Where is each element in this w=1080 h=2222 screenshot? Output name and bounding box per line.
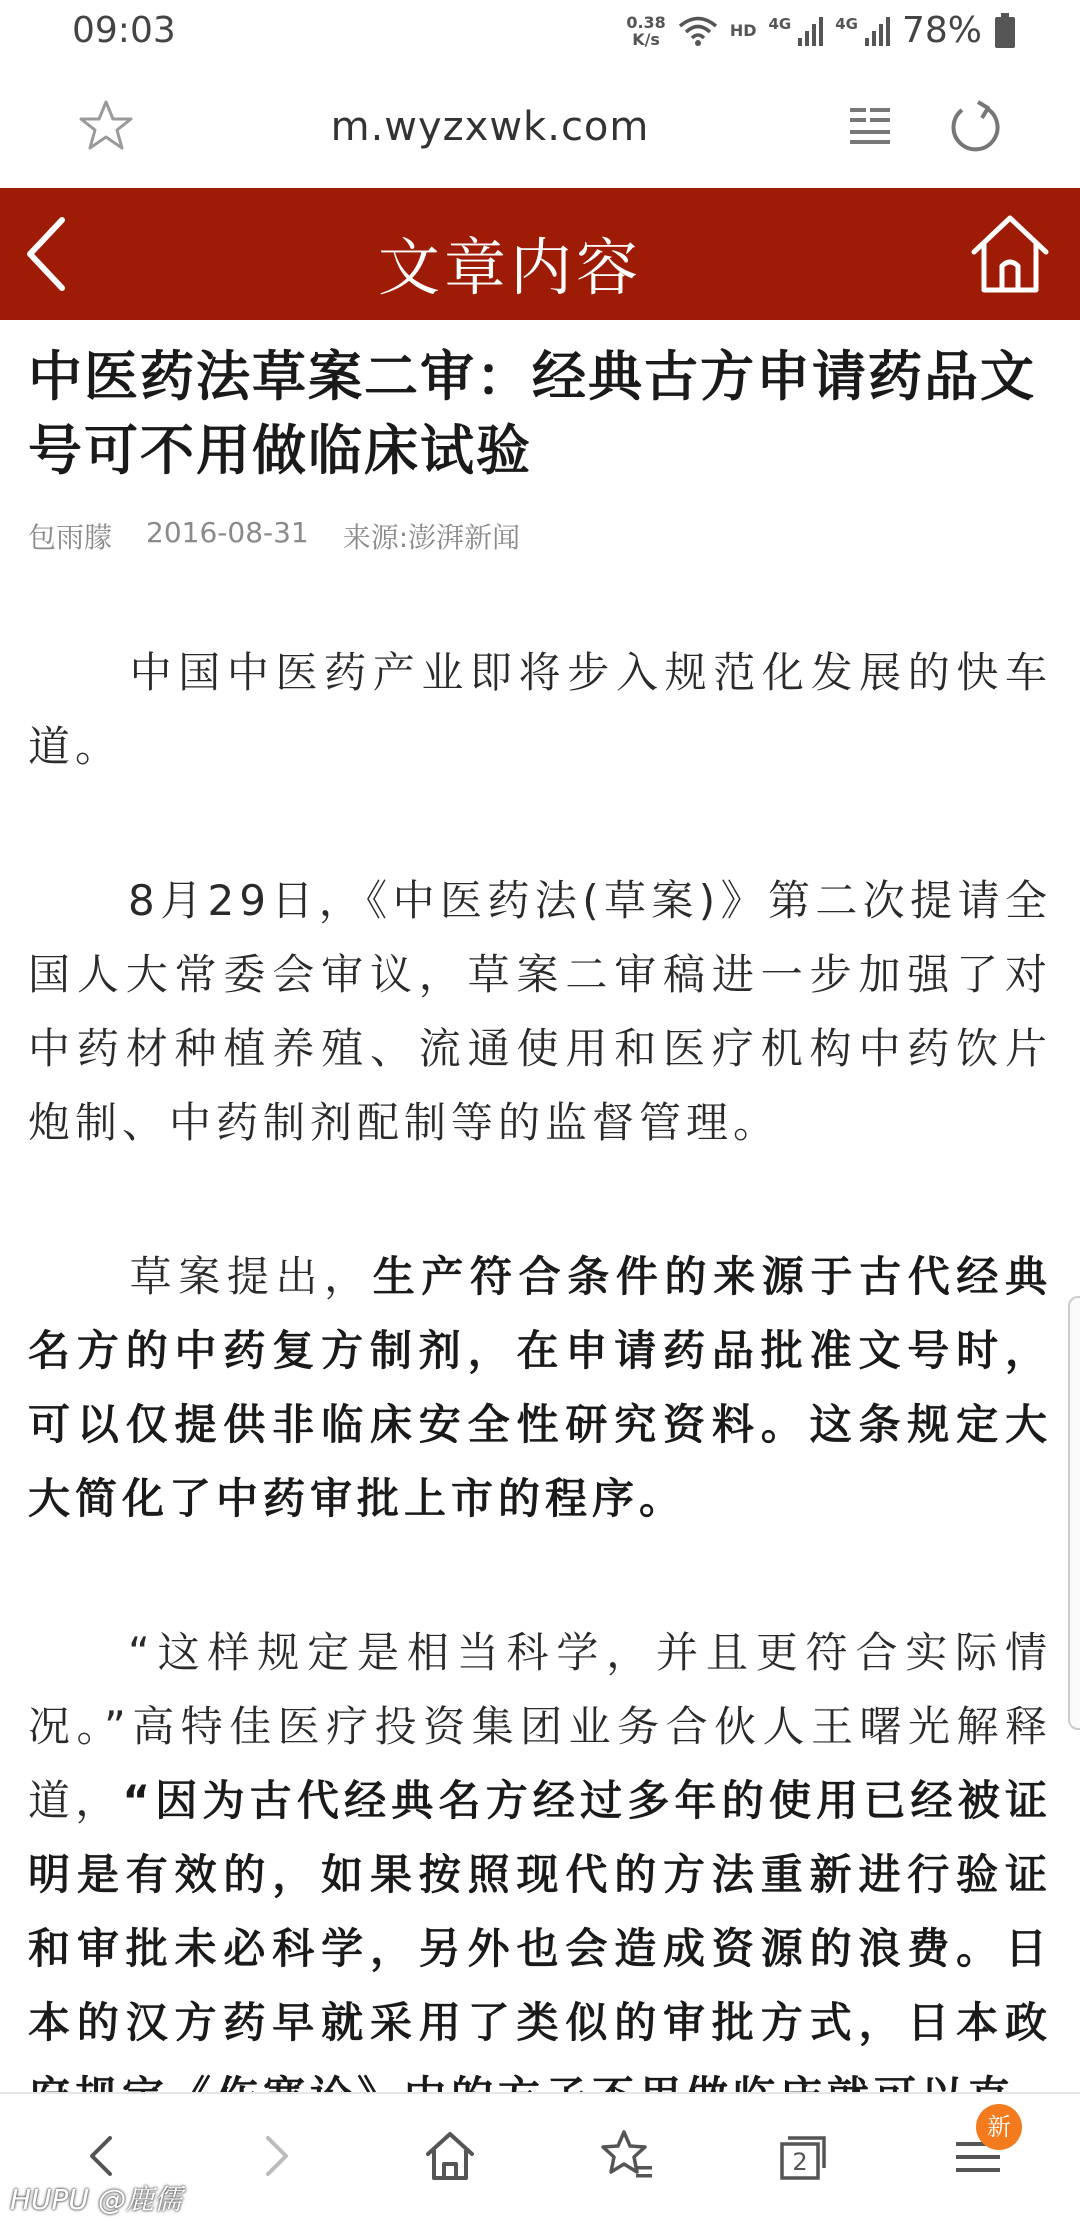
article-paragraph-2 xyxy=(28,864,1052,1160)
battery-icon xyxy=(994,13,1016,49)
network-speed xyxy=(626,14,665,48)
paragraph-text: “这样规定是相当科学，并且更符合实际情况。”高特佳医疗投资集团业务合伙人王曙光解释道， xyxy=(28,1628,1052,1825)
nav-tabs-button[interactable] xyxy=(776,2128,832,2184)
paragraph-text: 8月29日，《中医药法(草案)》第二次提请全国人大常委会审议，草案二审稿进一步加强了对中药材种植养殖、流通使用和医疗机构中药饮片炮制、中药制剂配制等的监督管理。 xyxy=(28,876,1052,1147)
nav-home-icon[interactable] xyxy=(422,2128,478,2184)
home-icon[interactable] xyxy=(966,210,1054,298)
watermark: HUPU @鹿儒 xyxy=(10,2183,182,2216)
nav-back-icon[interactable] xyxy=(74,2128,130,2184)
article-meta xyxy=(28,516,1052,556)
new-badge: 新 xyxy=(976,2104,1022,2150)
nav-forward-icon[interactable] xyxy=(248,2128,304,2184)
article-paragraph-3 xyxy=(28,1240,1052,1536)
browser-url-bar xyxy=(0,64,1080,188)
article xyxy=(28,340,1052,2134)
battery-percent: 78% xyxy=(901,10,982,51)
article-paragraph-4 xyxy=(28,1616,1052,2134)
article-paragraph-1 xyxy=(28,636,1052,784)
article-author: 包雨朦 xyxy=(28,521,113,554)
edge-panel-handle[interactable] xyxy=(1068,1296,1080,1730)
paragraph-bold-text: “因为古代经典名方经过多年的使用已经被证明是有效的，如果按照现代的方法重新进行验证和审批未必科学，另外也会造成资源的浪费。日本的汉方药早就采用了类似的审批方式，日本政 xyxy=(28,1776,1052,2047)
signal-label-1: 4G xyxy=(768,14,792,33)
wifi-icon xyxy=(678,15,718,47)
network-speed-value: 0.38 xyxy=(626,12,666,32)
article-title: 中医药法草案二审：经典古方申请药品文号可不用做临床试验 xyxy=(28,345,1036,482)
status-bar xyxy=(0,0,1080,64)
signal-icon xyxy=(864,16,890,46)
reader-mode-icon[interactable] xyxy=(846,102,894,150)
url-address[interactable]: m.wyzxwk.com xyxy=(330,104,650,150)
signal-label-2: 4G xyxy=(835,14,858,33)
app-header xyxy=(0,188,1080,320)
status-time: 09:03 xyxy=(72,10,176,51)
paragraph-text: 中国中医药产业即将步入规范化发展的快车道。 xyxy=(28,648,1052,771)
network-speed-unit: K/s xyxy=(632,29,660,49)
tabs-count: 2 xyxy=(792,2148,808,2176)
article-date: 2016-08-31 xyxy=(146,516,309,549)
paragraph-text: 草案提出， xyxy=(128,1252,373,1301)
refresh-icon[interactable] xyxy=(948,98,1004,154)
paragraph-bold-text: 生产符合条件的来源于古代经典名方的中药复方制剂，在申请药品批准文号时，可以仅提供非临床安全性研究资料。这条规定大大简化了中药审批上市的程序。 xyxy=(28,1252,1052,1523)
signal-icon xyxy=(797,16,823,46)
status-icons xyxy=(626,10,1016,51)
nav-bookmarks-icon[interactable] xyxy=(600,2128,656,2184)
article-source: 来源:澎湃新闻 xyxy=(342,521,521,554)
page-title: 文章内容 xyxy=(377,231,642,304)
hd-label: HD xyxy=(729,21,757,40)
